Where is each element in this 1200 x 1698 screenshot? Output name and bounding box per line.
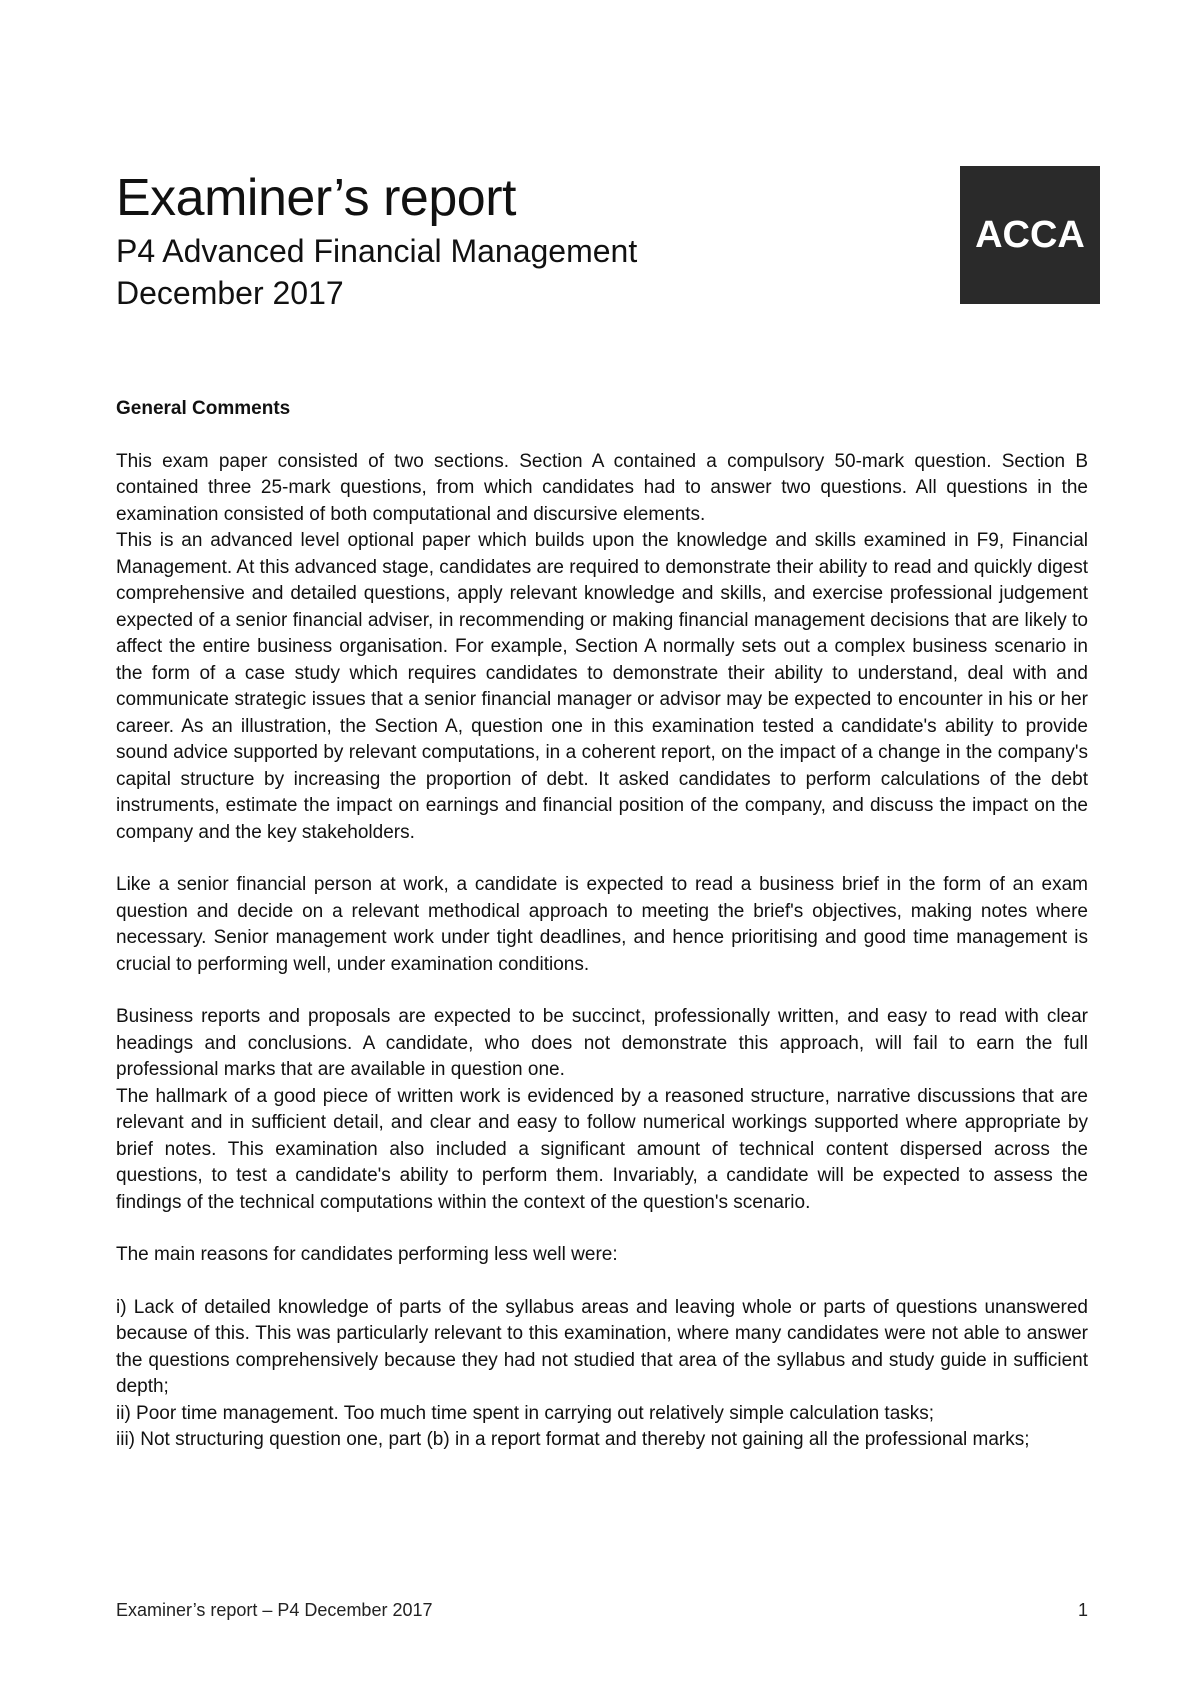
list-item: i) Lack of detailed knowledge of parts of the syllabus areas and leaving whole or parts of questions unanswered because of this. This was particularly relevant to this examination, where many candidates were not able to answer the questions comprehensively because they had not studied that area of the syllabus and study guide in sufficient depth; <box>116 1296 1088 1397</box>
report-body <box>116 396 1088 1454</box>
page-number: 1 <box>1077 1600 1088 1620</box>
exam-session: December 2017 <box>116 275 344 311</box>
section-heading: General Comments <box>116 398 291 419</box>
spacer <box>116 1216 1088 1242</box>
list-item: ii) Poor time management. Too much time spent in carrying out relatively simple calculation tasks; <box>116 1402 935 1424</box>
acca-logo <box>960 166 1100 304</box>
spacer <box>116 846 1088 872</box>
logo-text: ACCA <box>975 213 1085 256</box>
paragraph-hallmark: The hallmark of a good piece of written work is evidenced by a reasoned structure, narrative discussions that are relevant and in sufficient detail, and clear and easy to follow numerical workings supported where appropriate by brief notes. This examination also included a significant amount of technical content dispersed across the questions, to test a candidate's ability to perform them. Invariably, a candidate will be expected to assess the findings of the technical computations within the context of the question's scenario. <box>116 1085 1088 1213</box>
paragraph-main-reasons: The main reasons for candidates performing less well were: <box>116 1244 618 1265</box>
page-footer <box>116 1600 1088 1621</box>
title-block <box>116 166 876 314</box>
paragraph-advanced-level: This is an advanced level optional paper which builds upon the knowledge and skills examined in F9, Financial Management. At this advanced stage, candidates are required to demonstrate their ability to read and quickly digest comprehensive and detailed questions, apply relevant knowledge and skills, and exercise professional judgement expected of a senior financial adviser, in recommending or making financial management decisions that are likely to affect the entire business organisation. For example, Section A normally sets out a complex business scenario in the form of a case study which requires candidates to demonstrate their ability to understand, deal with and communicate strategic issues that a senior financial manager or advisor may be expected to encounter in his or her career. As an illustration, the Section A, question one in this examination tested a candidate's ability to provide sound advice supported by relevant computations, in a coherent report, on the impact of a change in the company's capital structure by increasing the proportion of debt. It asked candidates to perform calculations of the debt instruments, estimate the impact on earnings and financial position of the company, and discuss the impact on the company and the key stakeholders. <box>116 530 1088 843</box>
spacer <box>116 1269 1088 1295</box>
list-item: iii) Not structuring question one, part (b) in a report format and thereby not gaining all the professional marks; <box>116 1429 1030 1450</box>
paragraph-business-reports: Business reports and proposals are expected to be succinct, professionally written, and easy to read with clear headings and conclusions. A candidate, who does not demonstrate this approach, will fail to earn the full professional marks that are available in question one. <box>116 1006 1088 1080</box>
paragraph-sections: This exam paper consisted of two sections. Section A contained a compulsory 50-mark question. Section B contained three 25-mark questions, from which candidates had to answer two questions. All questions in the examination consisted of both computational and discursive elements. <box>116 450 1088 525</box>
paper-name: P4 Advanced Financial Management <box>116 233 638 269</box>
spacer <box>116 978 1088 1004</box>
page-title: Examiner’s report <box>116 169 516 227</box>
paragraph-senior-person: Like a senior financial person at work, a candidate is expected to read a business brief in the form of an exam question and decide on a relevant methodical approach to meeting the brief's objectives, making notes where necessary. Senior management work under tight deadlines, and hence prioritising and good time management is crucial to performing well, under examination conditions. <box>116 874 1088 975</box>
footer-text: Examiner’s report – P4 December 2017 <box>116 1600 433 1620</box>
